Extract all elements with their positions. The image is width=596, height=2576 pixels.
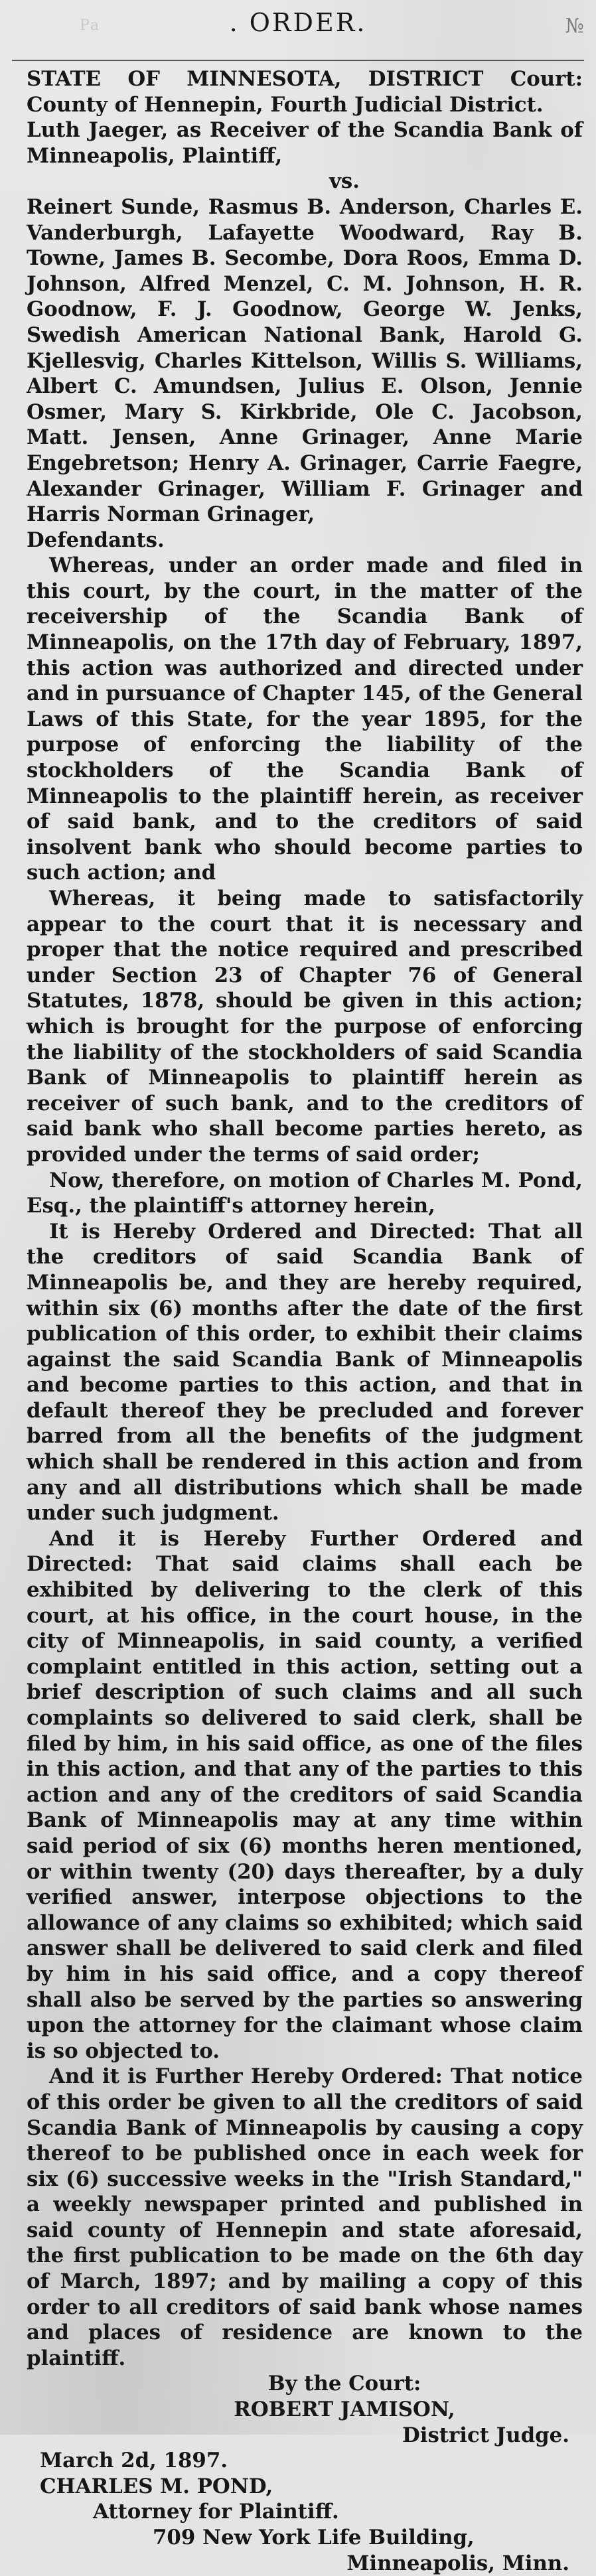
attorney-city: Minneapolis, Minn. [346, 2551, 569, 2575]
order-paragraph-1: It is Hereby Ordered and Directed: That all the creditors of said Scandia Bank of Minneapolis be, and they are hereby required, within six (6) months after the date of the first publication of this order, to exhibit their claims against the said Scandia Bank of Minneapolis and become parties to this action, and that in default thereof they be precluded and forever barred from all the benefits of the judgment which shall be rendered in this action and from any and all distributions which shall be made under such judgment. [27, 1219, 583, 1526]
corner-mark-icon: № [565, 15, 584, 38]
order-body [27, 66, 583, 2576]
title-rule [12, 60, 584, 61]
defendants-label: Defendants. [27, 528, 165, 552]
judge-title: District Judge. [402, 2423, 569, 2447]
judge-name: ROBERT JAMISON, [234, 2397, 455, 2422]
order-paragraph-2: And it is Hereby Further Ordered and Directed: That said claims shall each be exhibited by delivering to the clerk of this court, at his office, in the court house, in the city of Minneapolis, in said county, a verified complaint entitled in this action, setting out a brief description of such claims and all such complaints so delivered to said clerk, shall be filed by him, in his said office, as one of the files in this action, and that any of the parties to this action and any of the creditors of said Scandia Bank of Minneapolis may at any time within said period of six (6) months heren mentioned, or within twenty (20) days thereafter, by a duly verified answer, interpose objections to the allowance of any claims so exhibited; which said answer shall be delivered to said clerk and filed by him in his said office, and a copy thereof shall also be served by the parties so answering upon the attorney for the claimant whose claim is so objected to. [27, 1526, 583, 2063]
court-line: STATE OF MINNESOTA, DISTRICT Court: County of Hennepin, Fourth Judicial District. [27, 67, 583, 117]
motion-paragraph: Now, therefore, on motion of Charles M. Pond, Esq., the plaintiff's attorney herein, [27, 1168, 583, 1218]
page-title: . ORDER. [229, 8, 367, 37]
order-paragraph-3: And it is Further Hereby Ordered: That notice of this order be given to all the creditors of said Scandia Bank of Minneapolis by causing a copy thereof to be published once in each week for six (6) successive weeks in the "Irish Standard," a weekly newspaper printed and published in said county of Hennepin and state aforesaid, the first publication to be made on the 6th day of March, 1897; and by mailing a copy of this order to all creditors of said bank whose names and places of residence are known to the plaintiff. [27, 2064, 583, 2370]
order-date: March 2d, 1897. [40, 2449, 228, 2473]
versus-line: vs. [329, 169, 360, 194]
attorney-address: 709 New York Life Building, [153, 2526, 475, 2549]
by-the-court: By the Court: [267, 2372, 421, 2396]
signature-block [27, 2371, 583, 2576]
faint-header-text: Pa [80, 17, 100, 34]
attorney-name: CHARLES M. POND, [40, 2474, 273, 2498]
case-caption [27, 66, 583, 553]
whereas-paragraph-2: Whereas, it being made to satisfactorily appear to the court that it is necessary and proper that the notice required and prescribed under Section 23 of Chapter 76 of General Statutes, 1878, should be given in this action; which is brought for the purpose of enforcing the liability of the stockholders of said Scandia Bank of Minneapolis to plaintiff herein as receiver of such bank, and to the creditors of said bank who shall become parties hereto, as provided under the terms of said order; [27, 887, 583, 1167]
defendants-list: Reinert Sunde, Rasmus B. Anderson, Charles E. Vanderburgh, Lafayette Woodward, Ray B. Towne, James B. Secombe, Dora Roos, Emma D. Johnson, Alfred Menzel, C. M. Johnson, H. R. Goodnow, F. J. Goodnow, George W. Jenks, Swedish American National Bank, Harold G. Kjellesvig, Charles Kittelson, Willis S. Williams, Albert C. Amundsen, Julius E. Olson, Jennie Osmer, Mary S. Kirkbride, Ole C. Jacobson, Matt. Jensen, Anne Grinager, Anne Marie Engebretson; Henry A. Grinager, Carrie Faegre, Alexander Grinager, William F. Grinager and Harris Norman Grinager, [27, 194, 583, 527]
attorney-title: Attorney for Plaintiff. [93, 2500, 339, 2524]
whereas-paragraph-1: Whereas, under an order made and filed in this court, by the court, in the matter of the receivership of the Scandia Bank of Minneapolis, on the 17th day of February, 1897, this action was authorized and directed under and in pursuance of Chapter 145, of the General Laws of this State, for the year 1895, for the purpose of enforcing the liability of the stockholders of the Scandia Bank of Minneapolis to the plaintiff herein, as receiver of said bank, and to the creditors of said insolvent bank who should become parties to such action; and [27, 553, 583, 885]
plaintiff-line: Luth Jaeger, as Receiver of the Scandia Bank of Minneapolis, Plaintiff, [27, 118, 583, 168]
header [0, 5, 596, 45]
